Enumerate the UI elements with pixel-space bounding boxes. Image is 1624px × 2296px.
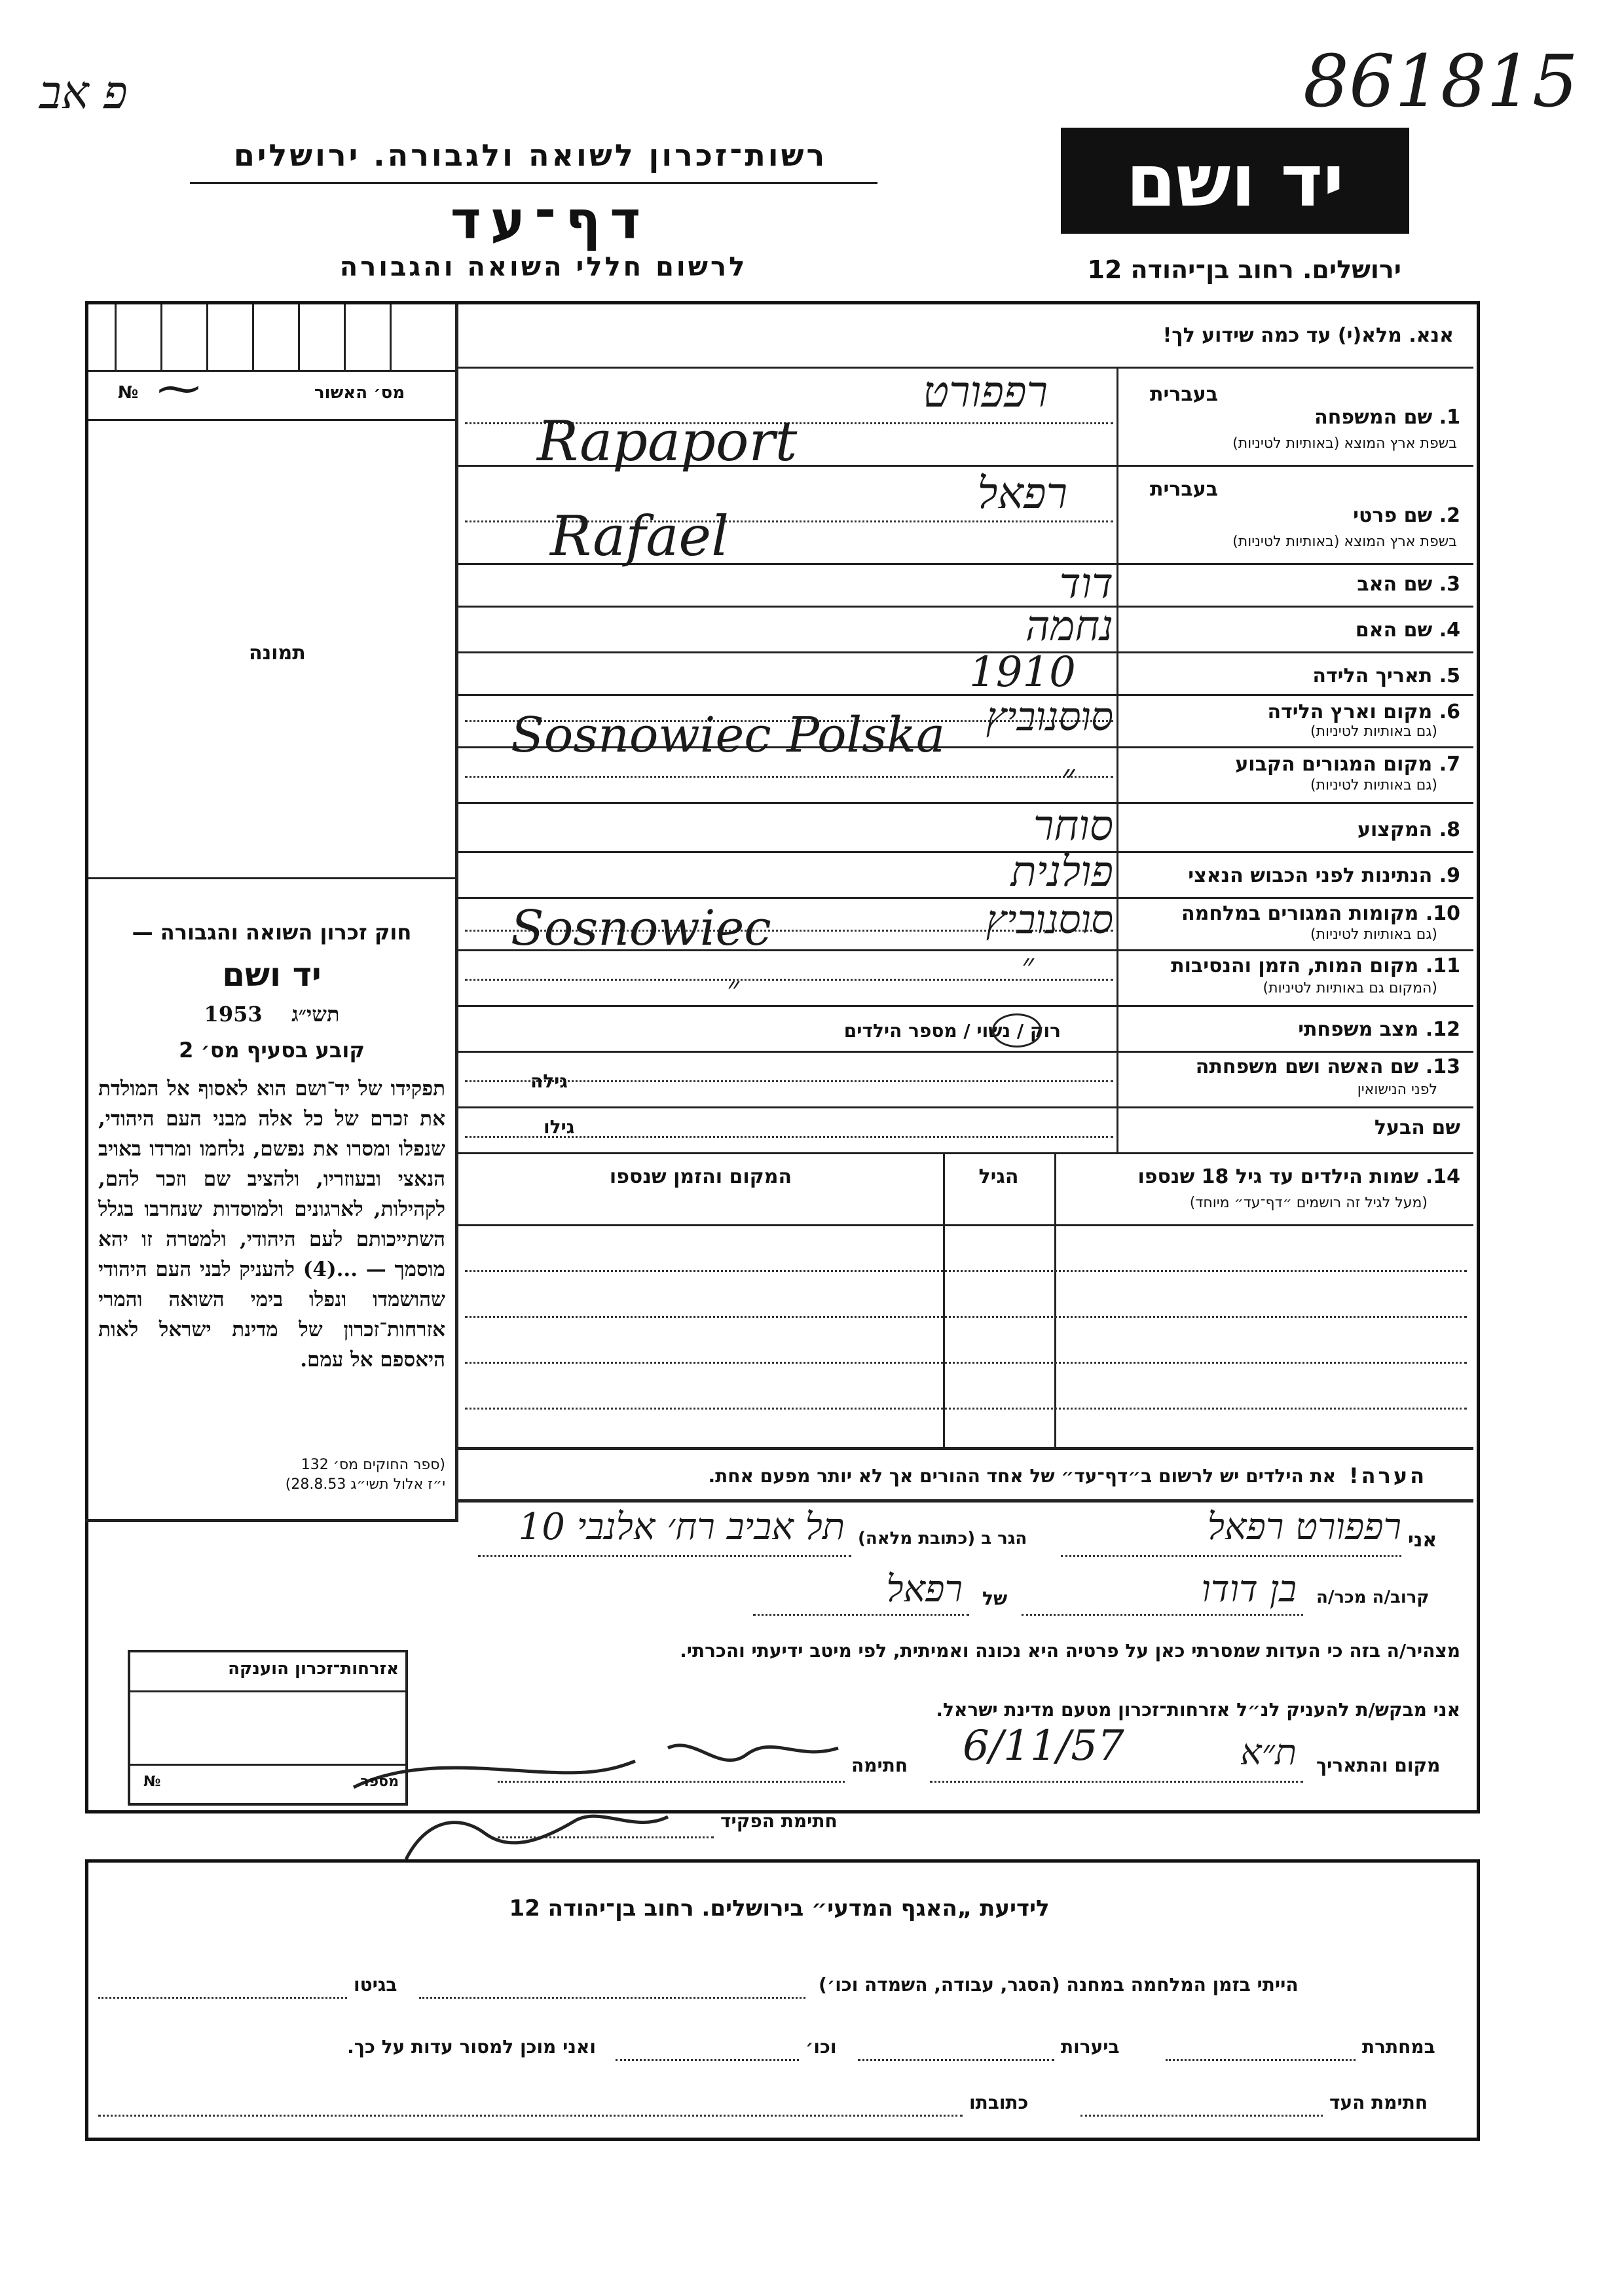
field-5-label-text: תאריך הלידה xyxy=(1312,665,1433,687)
field-5-label xyxy=(1225,665,1460,687)
children-col-age: הגיל xyxy=(978,1165,1019,1188)
field-13-num: 13. xyxy=(1425,1055,1460,1078)
children-label-text: שמות הילדים עד גיל 18 שנספו xyxy=(1137,1165,1419,1188)
field-13-label-text: שם האשה ושם משפחתה xyxy=(1195,1055,1419,1078)
field-1-hebrew-tag: בעברית xyxy=(1150,383,1218,406)
bottom-line1-a: הייתי בזמן המלחמה במחנה (הסגר, עבודה, השמדה וכו׳) xyxy=(819,1974,1299,1995)
field-6-label-text: מקום וארץ הלידה xyxy=(1267,701,1433,723)
bottom-line3-b: כתובתו xyxy=(969,2092,1029,2113)
field-9-label xyxy=(1123,864,1460,887)
field-3-value[interactable]: דוד xyxy=(1059,560,1113,608)
law-clause: קובע בסעיף מס׳ 2 xyxy=(179,1038,365,1063)
law-year-number: 1953 xyxy=(204,1002,263,1027)
place-date-label: מקום והתאריך xyxy=(1316,1755,1441,1776)
signature-scribble xyxy=(327,1709,917,1879)
field-9-value[interactable]: פולנית xyxy=(1010,848,1113,896)
declarant-relation[interactable]: בן דודו xyxy=(1201,1568,1297,1611)
field-12-options[interactable]: רוק / נשוי / מספר הילדים xyxy=(843,1020,1061,1042)
declarant-of-label: של xyxy=(982,1588,1008,1609)
field-4-label-text: שם האם xyxy=(1355,619,1433,642)
field-10-value-hebrew[interactable]: סוסנוביץ xyxy=(986,897,1113,943)
children-num: 14. xyxy=(1425,1165,1460,1188)
bottom-line2-b: ביערות xyxy=(1061,2036,1120,2058)
field-2-hebrew-tag: בעברית xyxy=(1150,478,1218,501)
bottom-line2-c: וכו׳ xyxy=(805,2036,837,2058)
field-11-value-2[interactable]: ״ xyxy=(727,969,739,1007)
field-6-value-hebrew[interactable]: סוסנוביץ xyxy=(986,694,1113,740)
field-1-value-hebrew[interactable]: רפפורט xyxy=(923,367,1048,417)
field-10-value-latin[interactable]: Sosnowiec xyxy=(511,900,771,957)
citizenship-title: אזרחות־זכרון הוענקה xyxy=(228,1659,399,1679)
citizenship-number-label: מספר xyxy=(360,1774,399,1790)
field-11-num: 11. xyxy=(1425,955,1460,977)
field-13-sub: לפני הנישואין xyxy=(1357,1082,1437,1098)
field-11-label xyxy=(1123,955,1460,977)
official-signature-label: חתימת הפקיד xyxy=(720,1810,838,1832)
field-2-label xyxy=(1225,504,1460,527)
field-2-value-hebrew[interactable]: רפאל xyxy=(977,468,1067,519)
law-year-hebrew: תשי״ג xyxy=(291,1002,340,1027)
logo xyxy=(1061,128,1409,234)
document-number: 861815 xyxy=(1303,39,1578,123)
field-2-label-text: שם פרטי xyxy=(1353,504,1433,527)
field-12-num: 12. xyxy=(1425,1018,1460,1041)
signature-label: חתימה xyxy=(851,1755,908,1776)
corner-mark: פ אב xyxy=(39,65,128,119)
law-name: יד ושם xyxy=(222,956,322,994)
field-2-num: 2. xyxy=(1439,504,1460,527)
field-12-label-text: מצב משפחתי xyxy=(1298,1018,1419,1041)
declaration-text: מצהיר/ה בזה כי העדות שמסרתי כאן על פרטיה היא נכונה ואמיתית, לפי מיטב ידיעתי והכרתי. xyxy=(680,1640,1460,1662)
bottom-line3-a: חתימת העד xyxy=(1329,2092,1428,2113)
field-13-label xyxy=(1123,1055,1460,1078)
law-ref-1: (ספר החוקים מס׳ 132 xyxy=(301,1457,445,1473)
field-6-num: 6. xyxy=(1439,701,1460,723)
bottom-title: לידיעת „האגף המדעי״ בירושלים. רחוב בן־יהודה 12 xyxy=(509,1895,1050,1922)
approval-label: מס׳ האשור xyxy=(314,383,405,403)
field-1-num: 1. xyxy=(1439,406,1460,429)
approval-number: ⁓ xyxy=(157,363,200,414)
law-ref-2: י״ז אלול תשי״ג 28.8.53) xyxy=(285,1476,445,1493)
declarant-name[interactable]: רפפורט רפאל xyxy=(1207,1506,1401,1548)
citizenship-box xyxy=(128,1650,408,1806)
approval-strip xyxy=(88,304,455,370)
field-10-sub: (גם באותיות לטיניות) xyxy=(1310,926,1437,943)
bottom-line2-a: במחתרת xyxy=(1362,2036,1435,2058)
field-10-label-text: מקומות המגורים במלחמה xyxy=(1181,902,1419,925)
declarant-i-label: אני xyxy=(1408,1529,1437,1552)
form-title: דף־עד xyxy=(450,190,650,251)
place-value[interactable]: ת״א xyxy=(1240,1732,1297,1773)
field-12-label xyxy=(1225,1018,1460,1041)
field-8-value[interactable]: סוחר xyxy=(1033,802,1113,850)
field-8-label-text: המקצוע xyxy=(1357,818,1433,841)
field-9-num: 9. xyxy=(1439,864,1460,887)
declarant-of-name[interactable]: רפאל xyxy=(886,1568,963,1611)
field-8-num: 8. xyxy=(1439,818,1460,841)
field-12-circle xyxy=(992,1013,1042,1048)
field-6-value-latin[interactable]: Sosnowiec Polska xyxy=(511,707,946,763)
law-heading: חוק זכרון השואה והגבורה — xyxy=(132,920,412,945)
husband-label: שם הבעל xyxy=(1374,1116,1460,1139)
field-1-label xyxy=(1225,406,1460,429)
declarant-address[interactable]: תל אביב רח׳ אלנבי 10 xyxy=(518,1506,845,1548)
org-header: רשות־זכרון לשואה ולגבורה. ירושלים xyxy=(233,137,828,173)
field-3-label-text: שם האב xyxy=(1357,573,1433,596)
field-2-sub: בשפת ארץ המוצא (באותיות לטיניות) xyxy=(1232,534,1457,550)
children-col-place: המקום והזמן שנספו xyxy=(609,1165,792,1188)
field-4-num: 4. xyxy=(1439,619,1460,642)
field-4-value[interactable]: נחמה xyxy=(1025,602,1113,651)
field-1-label-text: שם המשפחה xyxy=(1314,406,1433,429)
bottom-line1-b: בגיטו xyxy=(354,1974,397,1995)
field-9-label-text: הנתינות לפני הכבוש הנאצי xyxy=(1188,864,1433,887)
field-5-value[interactable]: 1910 xyxy=(969,648,1076,697)
field-2-value-latin[interactable]: Rafael xyxy=(550,504,729,568)
date-value[interactable]: 6/11/57 xyxy=(963,1722,1124,1770)
law-body: תפקידו של יד־ושם הוא לאסוף אל המולדת את זכרם של כל אלה מבני העם היהודי, שנפלו ומסרו את נפשם, נלחמו ומרדו באויב הנאצי ובעוזריו, ולהציב שם וזכר להם, לקהילות, לארגונים ולמוסדות שנחרבו בגלל השתייכותם לעם היהודי, ולמטרה זו יהא מוסמך — ...(4) להעניק לבני העם היהודי שהושמדו ונפלו בימי השואה והמרי אזרחות־זכרון של מדינת ישראל לאות היאספם אל עמם. xyxy=(98,1077,445,1372)
instruction: אנא. מלא(י) עד כמה שידוע לך! xyxy=(1162,324,1454,347)
field-10-num: 10. xyxy=(1425,902,1460,925)
note-text: את הילדים יש לרשום ב״דף־עד״ של אחד ההורים אך לא יותר מפעם אחת. xyxy=(708,1465,1336,1487)
field-1-sub: בשפת ארץ המוצא (באותיות לטיניות) xyxy=(1232,435,1457,452)
husband-age-label: גילו xyxy=(544,1116,575,1138)
field-6-label xyxy=(1179,701,1460,723)
field-3-num: 3. xyxy=(1439,573,1460,596)
field-7-num: 7. xyxy=(1439,753,1460,776)
field-13-age-label: גילה xyxy=(530,1070,568,1092)
address: ירושלים. רחוב בן־יהודה 12 xyxy=(1087,255,1401,284)
field-1-value-latin[interactable]: Rapaport xyxy=(537,409,798,473)
field-3-label xyxy=(1225,573,1460,596)
approval-no: № xyxy=(118,383,139,403)
field-7-label xyxy=(1179,753,1460,776)
photo-label: תמונה xyxy=(249,642,306,665)
field-10-label xyxy=(1123,902,1460,925)
field-7-label-text: מקום המגורים הקבוע xyxy=(1235,753,1433,776)
children-label xyxy=(1061,1165,1460,1188)
field-6-sub: (גם באותיות לטיניות) xyxy=(1310,723,1437,740)
declarant-relation-label: קרוב/ה מכר/ה xyxy=(1316,1588,1430,1607)
children-sub: (מעל לגיל זה רושמים ״דף־עד״ מיוחד) xyxy=(1189,1195,1428,1211)
field-11-sub: (המקום גם באותיות לטיניות) xyxy=(1263,980,1437,996)
field-11-value[interactable]: ״ xyxy=(1022,946,1034,984)
citizenship-no: № xyxy=(143,1774,161,1790)
form-subtitle: לרשום חללי השואה והגבורה xyxy=(339,252,748,282)
field-8-label xyxy=(1225,818,1460,841)
law-year xyxy=(95,1002,449,1027)
field-4-label xyxy=(1225,619,1460,642)
field-7-sub: (גם באותיות לטיניות) xyxy=(1310,777,1437,793)
field-11-label-text: מקום המות, הזמן והנסיבות xyxy=(1171,955,1419,977)
field-5-num: 5. xyxy=(1439,665,1460,687)
bottom-line2-d: ואני מוכן למסור עדות על כך. xyxy=(347,2036,596,2058)
field-7-value[interactable]: ״ xyxy=(1061,756,1075,799)
logo-text: יד ושם xyxy=(1126,139,1344,223)
request-text: אני מבקש/ת להעניק לנ״ל אזרחות־זכרון מטעם מדינת ישראל. xyxy=(936,1699,1460,1721)
declarant-resides-label: הגר ב (כתובת מלאה) xyxy=(858,1529,1027,1548)
note-label: הערה! xyxy=(1349,1463,1428,1488)
